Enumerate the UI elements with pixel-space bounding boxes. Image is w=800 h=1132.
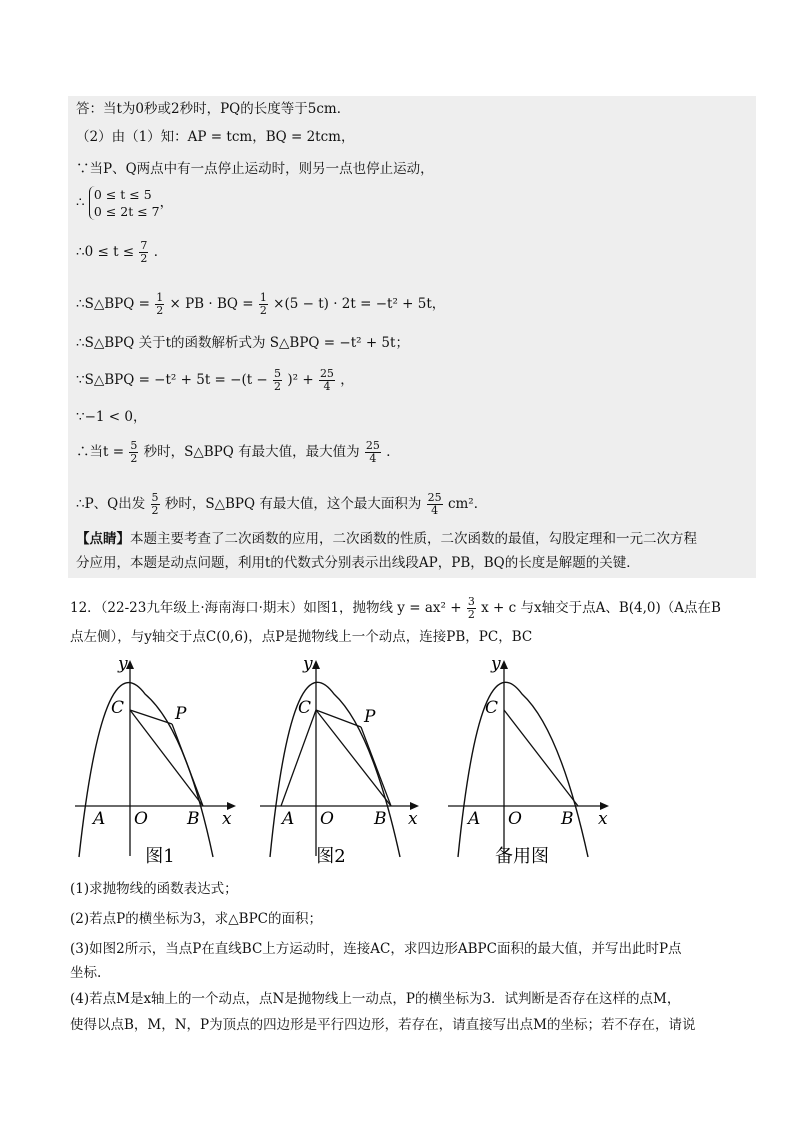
problem-line-1 <box>70 596 721 621</box>
comment-line-1 <box>76 530 697 548</box>
figure-1-parabola <box>79 683 213 857</box>
figure-2-caption: 图2 <box>316 846 346 867</box>
max-value-fraction: $\frac{25}{4}$ <box>365 439 380 465</box>
vertex-prefix: ∵S△BPQ = −t² + 5t = −(t − <box>76 372 268 388</box>
figure-1-caption: 图1 <box>145 846 175 867</box>
figure-3-label-O: O <box>508 809 522 829</box>
max-end: ． <box>386 444 400 460</box>
max-line <box>76 440 400 465</box>
problem-fraction: $\frac{3}{2}$ <box>467 595 475 621</box>
problem-line1-suffix: x + c 与x轴交于点A、B(4,0)（A点在B <box>481 600 721 616</box>
figure-3 <box>448 654 609 867</box>
figure-1-label-y: y <box>118 654 128 674</box>
half-fraction-1: $\frac{1}{2}$ <box>156 291 164 317</box>
figure-1-label-x: x <box>222 809 232 829</box>
question-4-line-1: (4)若点M是x轴上的一个动点，点N是抛物线上一动点，P的横坐标为3．试判断是否存在这样的点M， <box>70 991 681 1007</box>
figure-1 <box>75 654 236 867</box>
part2-intro: （2）由（1）知：AP = tcm，BQ = 2tcm， <box>76 129 355 145</box>
answer-line: 答：当t为0秒或2秒时，PQ的长度等于5cm． <box>76 101 351 117</box>
figure-1-segment-CB <box>130 710 203 806</box>
figure-3-label-x: x <box>598 809 608 829</box>
figure-2-label-x: x <box>408 809 418 829</box>
vertex-line <box>76 368 354 393</box>
system-brace <box>89 186 160 220</box>
figure-2-segment-PB <box>361 727 391 806</box>
problem-line-2: 点左侧），与y轴交于点C(0,6)，点P是抛物线上一个动点，连接PB，PC，BC <box>70 629 533 645</box>
figure-2-parabola <box>270 682 400 857</box>
final-t-fraction: $\frac{5}{2}$ <box>151 491 159 517</box>
final-prefix: ∴P、Q出发 <box>76 496 146 512</box>
vertex-max-fraction: $\frac{25}{4}$ <box>319 367 334 393</box>
negative-line: ∵−1 < 0， <box>76 409 147 425</box>
range-fraction: $\frac{7}{2}$ <box>140 239 148 265</box>
max-t-fraction: $\frac{5}{2}$ <box>130 439 138 465</box>
figure-3-parabola <box>458 682 588 857</box>
final-mid: 秒时，S△BPQ 有最大值，这个最大面积为 <box>164 496 422 512</box>
question-3-line-1: (3)如图2所示，当点P在直线BC上方运动时，连接AC，求四边形ABPC面积的最大值，并写出此时P点 <box>70 941 682 957</box>
max-prefix: ∴当t = <box>76 444 125 460</box>
figure-2-y-arrow <box>312 660 320 669</box>
figure-2-label-O: O <box>320 809 334 829</box>
figure-3-caption: 备用图 <box>495 846 549 867</box>
max-mid: 秒时，S△BPQ 有最大值，最大值为 <box>143 444 360 460</box>
figure-3-segment-CB <box>504 710 578 806</box>
area-prefix: ∴S△BPQ = <box>76 296 150 312</box>
question-2: (2)若点P的横坐标为3，求△BPC的面积； <box>70 911 323 927</box>
figure-1-label-O: O <box>134 809 148 829</box>
figure-2-label-C: C <box>298 698 312 718</box>
system-line-1: 0 ≤ t ≤ 5 <box>93 187 152 202</box>
figure-3-label-y: y <box>491 654 501 674</box>
range-prefix: ∴0 ≤ t ≤ <box>76 244 135 260</box>
question-1: (1)求抛物线的函数表达式； <box>70 881 238 897</box>
range-line: ∴0 ≤ t ≤ $\frac{7}{2}$ ． <box>76 239 168 265</box>
because-stop: ∵当P、Q两点中有一点停止运动时，则另一点也停止运动， <box>76 161 434 177</box>
area-tail: ×(5 − t) · 2t = −t² + 5t， <box>273 296 446 312</box>
figure-1-label-P: P <box>175 704 187 724</box>
figure-3-y-arrow <box>500 660 508 669</box>
function-line: ∴S△BPQ 关于t的函数解析式为 S△BPQ = −t² + 5t； <box>76 335 409 351</box>
figure-3-label-B: B <box>561 809 574 829</box>
figure-3-label-A: A <box>468 809 481 829</box>
figure-2 <box>260 654 419 867</box>
figure-1-label-C: C <box>111 698 125 718</box>
system-line-2: 0 ≤ 2t ≤ 7 <box>93 204 160 219</box>
comment-line-2: 分应用，本题是动点问题，利用t的代数式分别表示出线段AP，PB，BQ的长度是解题的关键． <box>76 555 640 571</box>
figure-2-label-P: P <box>364 707 376 727</box>
inequality-system: ∴ 0 ≤ t ≤ 5 0 ≤ 2t ≤ 7 ， <box>76 187 174 219</box>
figure-2-label-B: B <box>374 809 387 829</box>
comment-tag: 【点睛】 <box>76 531 130 547</box>
figures <box>0 652 800 872</box>
final-line <box>76 492 487 517</box>
figure-2-segment-CA <box>281 710 316 806</box>
problem-line1-prefix: 12．（22-23九年级上·海南海口·期末）如图1，抛物线 y = ax² + <box>70 600 462 616</box>
comment-text-1: 本题主要考查了二次函数的应用，二次函数的性质，二次函数的最值，勾股定理和一元二次方程 <box>130 531 697 547</box>
area-line <box>76 292 445 317</box>
half-fraction-2: $\frac{1}{2}$ <box>259 291 267 317</box>
figure-1-label-B: B <box>187 809 200 829</box>
area-mid: × PB · BQ = <box>169 296 254 312</box>
vertex-mid: )² + <box>287 372 314 388</box>
figure-1-label-A: A <box>93 809 106 829</box>
figure-2-label-y: y <box>303 654 313 674</box>
figure-1-segment-CP <box>130 710 172 724</box>
final-end: cm²． <box>447 496 488 512</box>
vertex-fraction: $\frac{5}{2}$ <box>274 367 282 393</box>
question-4-line-2: 使得以点B，M，N，P为顶点的四边形是平行四边形，若存在，请直接写出点M的坐标；若不存在，请说 <box>70 1017 696 1033</box>
figure-2-label-A: A <box>282 809 295 829</box>
figure-3-label-C: C <box>485 698 499 718</box>
final-area-fraction: $\frac{25}{4}$ <box>427 491 442 517</box>
vertex-end: ， <box>340 372 354 388</box>
figure-1-segment-PB <box>172 724 203 806</box>
question-3-line-2: 坐标. <box>70 965 102 981</box>
